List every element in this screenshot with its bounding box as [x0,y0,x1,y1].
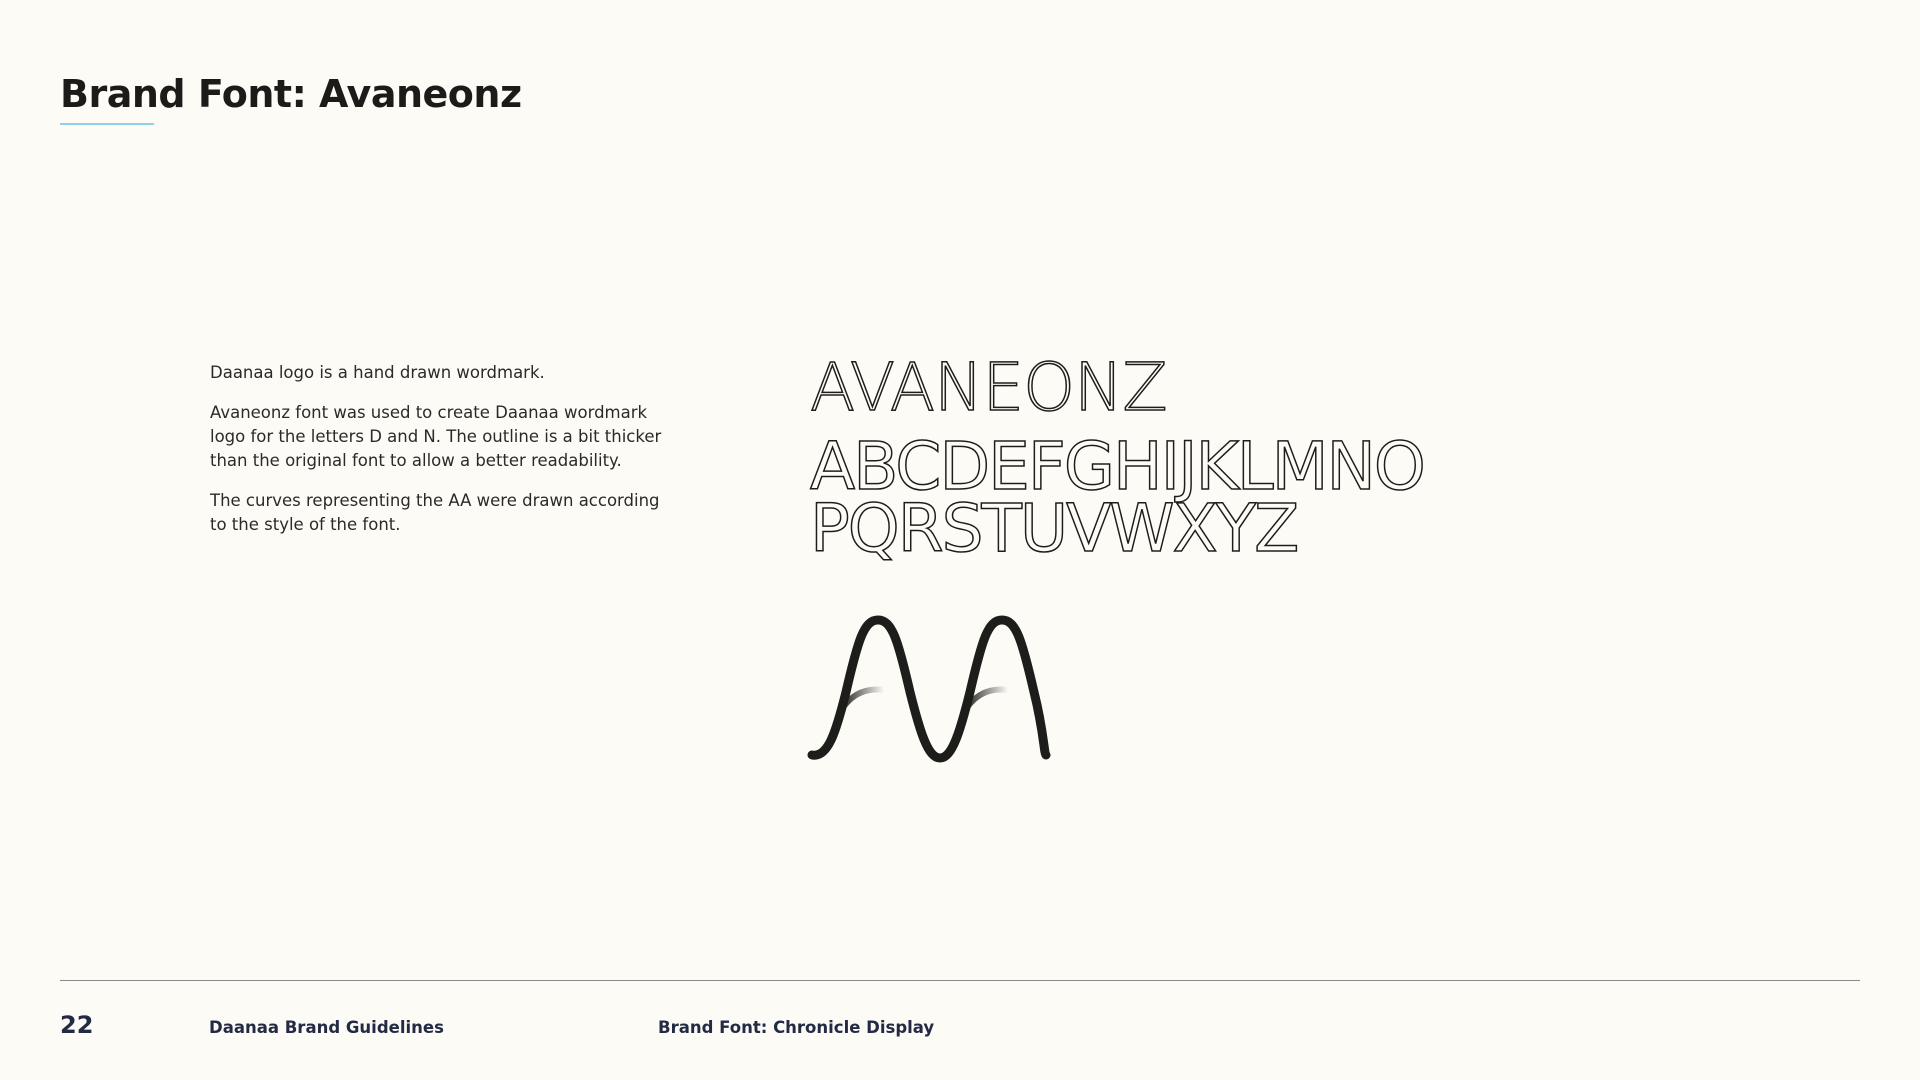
description-text [210,361,670,553]
alphabet-line-1: ABCDEFGHIJKLMNO [810,428,1424,505]
footer-document-title: Daanaa Brand Guidelines [209,1018,444,1037]
font-name-specimen: AVANEONZ [810,349,1167,426]
page-number: 22 [60,1011,94,1039]
footer-divider [60,980,1860,981]
description-paragraph-1: Daanaa logo is a hand drawn wordmark. [210,363,545,382]
title-underline [60,123,154,125]
description-paragraph-2: Avaneonz font was used to create Daanaa wordmark logo for the letters D and N. The outline is a bit thicker than the original font to allow a better readability. [210,403,662,470]
page-title: Brand Font: Avaneonz [60,72,522,116]
description-paragraph-3: The curves representing the AA were drawn according to the style of the font. [210,491,660,534]
footer-section-title: Brand Font: Chronicle Display [658,1018,935,1037]
alphabet-line-2: PQRSTUVWXYZ [810,490,1298,567]
aa-curves-mark [806,612,1058,764]
alphabet-specimen [810,428,1424,567]
aa-curve-main [812,620,1046,758]
